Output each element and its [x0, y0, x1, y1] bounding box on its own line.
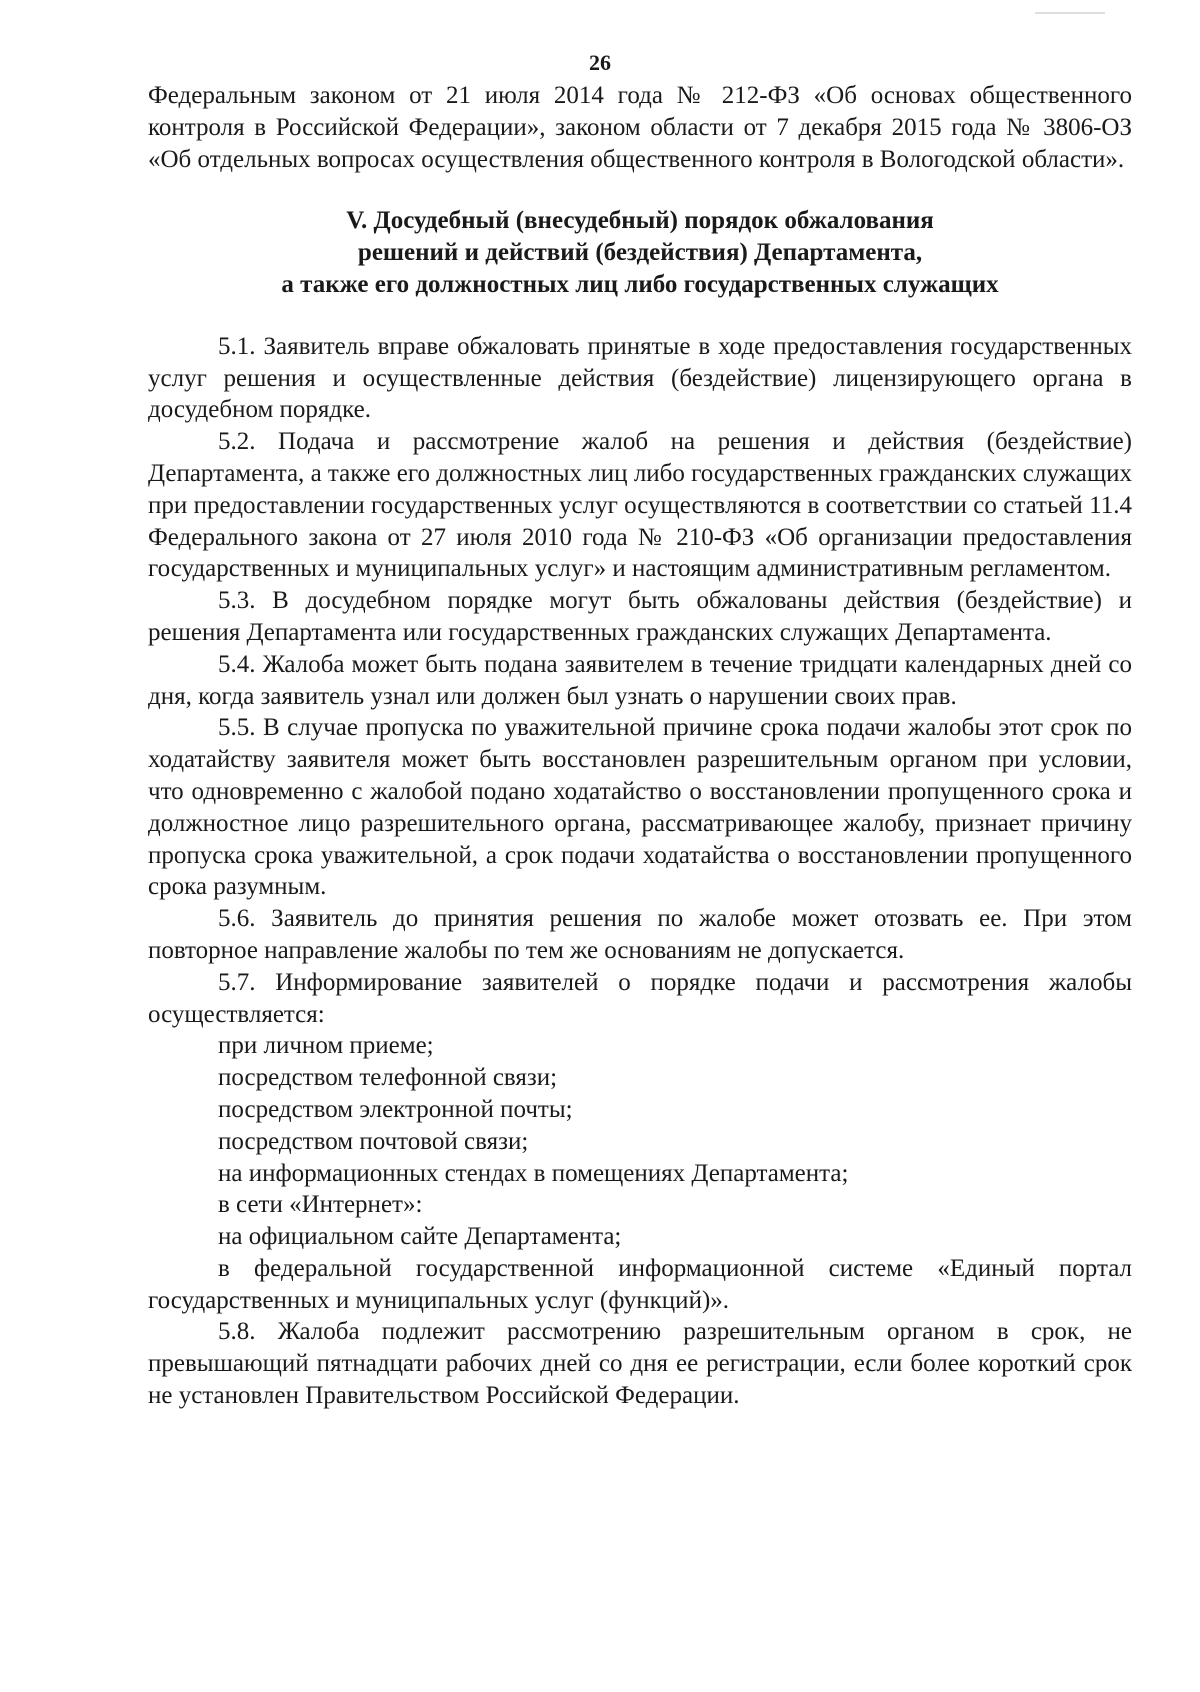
info-channel-item: посредством почтовой связи;	[218, 1127, 529, 1155]
info-channel-item: на информационных стендах в помещениях Департамента;	[218, 1159, 849, 1187]
paragraph-5-6: 5.6. Заявитель до принятия решения по жалобе может отозвать ее. При этом повторное направление жалобы по тем же основаниям не допускается.	[148, 905, 1132, 964]
document-body	[148, 80, 1132, 1412]
info-channel-item: на официальном сайте Департамента;	[218, 1223, 622, 1251]
page-number: 26	[589, 50, 611, 75]
info-channel-item: посредством электронной почты;	[218, 1095, 573, 1123]
paragraph-5-2: 5.2. Подача и рассмотрение жалоб на решения и действия (бездействие) Департамента, а также его должностных лиц либо государственных гражданских служащих при предоставлении государственных услуг осуществляются в соответствии со статьей 11.4 Федерального закона от 27 июля 2010 года № 210-ФЗ «Об организации предоставления государственных и муниципальных услуг» и настоящим административным регламентом.	[148, 428, 1132, 583]
scan-corner-mark	[1035, 0, 1105, 14]
intro-paragraph: Федеральным законом от 21 июля 2014 года № 212-ФЗ «Об основах общественного контроля в Российской Федерации», законом области от 7 декабря 2015 года № 3806-ОЗ «Об отдельных вопросах осуществления общественного контроля в Вологодской области».	[148, 82, 1132, 173]
section-heading-line-1: V. Досудебный (внесудебный) порядок обжалования	[346, 207, 934, 235]
info-channel-item: в федеральной государственной информационной системе «Единый портал государственных и муниципальных услуг (функций)».	[148, 1254, 1132, 1314]
info-channel-item: в сети «Интернет»:	[218, 1191, 423, 1219]
info-channel-item: при личном приеме;	[218, 1032, 434, 1060]
paragraph-5-1: 5.1. Заявитель вправе обжаловать принятые в ходе предоставления государственных услуг решения и осуществленные действия (бездействие) лицензирующего органа в досудебном порядке.	[148, 332, 1132, 424]
paragraph-5-4: 5.4. Жалоба может быть подана заявителем в течение тридцати календарных дней со дня, когда заявитель узнал или должен был узнать о нарушении своих прав.	[148, 650, 1132, 710]
section-heading	[148, 205, 1132, 300]
paragraph-5-7: 5.7. Информирование заявителей о порядке подачи и рассмотрения жалобы осуществляется:	[148, 968, 1132, 1028]
section-heading-line-3: а также его должностных лиц либо государственных служащих	[281, 270, 999, 298]
paragraph-5-8: 5.8. Жалоба подлежит рассмотрению разрешительным органом в срок, не превышающий пятнадцати рабочих дней со дня ее регистрации, если более короткий срок не установлен Правительством Российской Федерации.	[148, 1318, 1132, 1410]
section-heading-line-2: решений и действий (бездействия) Департамента,	[357, 239, 923, 267]
paragraph-5-5: 5.5. В случае пропуска по уважительной причине срока подачи жалобы этот срок по ходатайству заявителя может быть восстановлен разрешительным органом при условии, что одновременно с жалобой подано ходатайство о восстановлении пропущенного срока и должностное лицо разрешительного органа, рассматривающее жалобу, признает причину пропуска срока уважительной, а срок подачи ходатайства о восстановлении пропущенного срока разумным.	[148, 714, 1132, 901]
info-channel-item: посредством телефонной связи;	[218, 1064, 558, 1092]
paragraph-5-3: 5.3. В досудебном порядке могут быть обжалованы действия (бездействие) и решения Департамента или государственных гражданских служащих Департамента.	[148, 587, 1132, 646]
